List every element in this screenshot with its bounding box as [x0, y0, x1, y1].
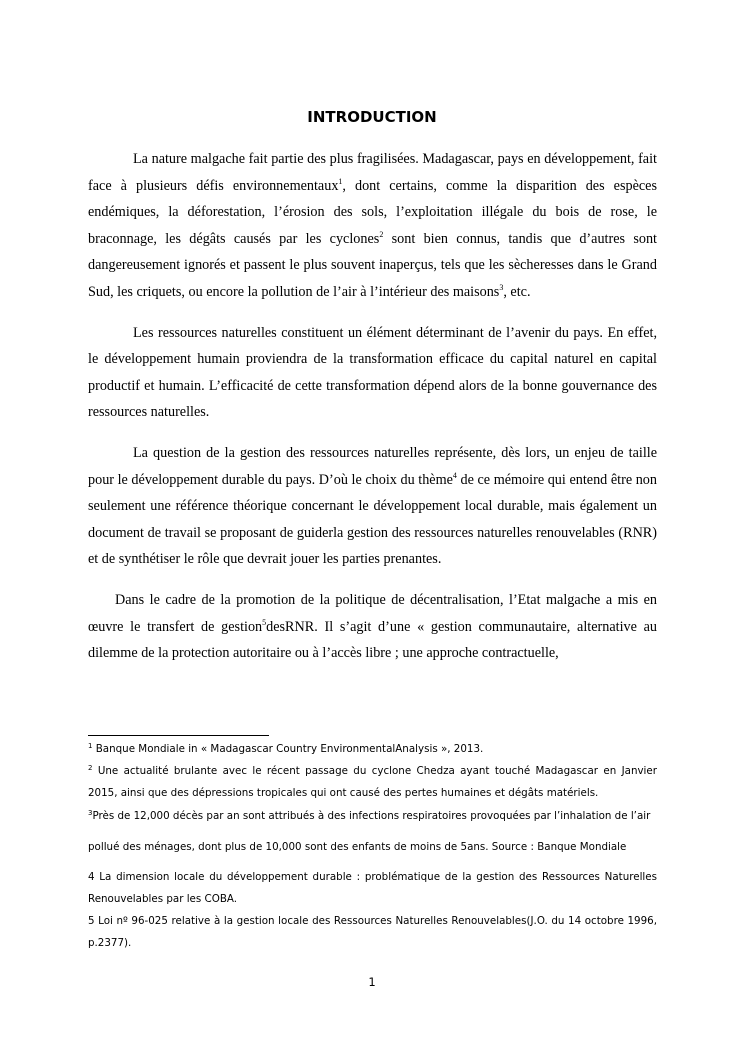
footnote-3-continuation: pollué des ménages, dont plus de 10,000 sont des enfants de moins de 5ans. Source : Banque Mondiale [88, 841, 627, 853]
footnote-1 [88, 738, 657, 760]
paragraph-4-text-a: Dans le cadre de la promotion de la politique de décentralisation, l’Etat malgache a mis en œuvre le transfert de gestion [88, 591, 657, 635]
footnote-ref-3: 3 [499, 282, 504, 292]
footnote-3 [88, 805, 657, 828]
footnote-ref-2: 2 [379, 229, 384, 239]
footnote-ref-5: 5 [262, 617, 267, 627]
paragraph-1-text-b: , dont certains, comme la disparition des espèces endémiques, la déforestation, l’érosion des sols, l’exploitation illégale du bois de rose, le braconnage, les dégâts causés par les cyclones [88, 177, 657, 247]
footnote-4: 4 La dimension locale du développement durable : problématique de la gestion des Ressources Naturelles Renouvelables par les COBA. [88, 871, 657, 905]
footnote-2-mark: 2 [88, 764, 93, 772]
paragraph-3-text-b: de ce mémoire qui entend être non seulement une référence théorique concernant le développement local durable, mais également un document de travail se proposant de guiderla gestion des ressources naturelles renouvelables (RNR) et de synthétiser le rôle que devrait jouer les parties prenantes. [88, 471, 657, 568]
footnote-1-text: Banque Mondiale in « Madagascar Country EnvironmentalAnalysis », 2013. [92, 743, 484, 755]
paragraph-3 [88, 440, 657, 573]
footnote-5: 5 Loi nº 96-025 relative à la gestion locale des Ressources Naturelles Renouvelables(J.O. du 14 octobre 1996, p.2377). [88, 915, 657, 949]
paragraph-1-text-a: La nature malgache fait partie des plus fragilisées. Madagascar, pays en développement, fait face à plusieurs défis environnementaux [88, 151, 657, 194]
page-number: 1 [368, 975, 376, 989]
page-title: INTRODUCTION [307, 108, 437, 126]
paragraph-2: Les ressources naturelles constituent un élément déterminant de l’avenir du pays. En effet, le développement humain proviendra de la transformation efficace du capital naturel en capital productif et humain. L’efficacité de cette transformation dépend alors de la bonne gouvernance des ressources naturelles. [88, 324, 657, 421]
footnotes [88, 738, 657, 954]
paragraph-1-text-c: sont bien connus, tandis que d’autres sont dangereusement ignorés et passent le plus souvent inaperçus, tels que les sècheresses dans le Grand Sud, les criquets, ou encore la pollution de l’air à l’intérieur des maisons [88, 230, 657, 300]
footnote-1-mark: 1 [88, 742, 93, 750]
paragraph-1-text-d: , etc. [503, 283, 531, 300]
document-body [88, 146, 657, 681]
paragraph-1 [88, 146, 657, 306]
paragraph-4 [88, 587, 657, 667]
paragraph-4-text-b: desRNR. Il s’agit d’une « gestion communautaire, alternative au dilemme de la protection autoritaire ou à l’accès libre ; une approche contractuelle, [88, 618, 657, 662]
footnote-separator [88, 735, 269, 736]
footnote-3-line-1: Près de 12,000 décès par an sont attribués à des infections respiratoires provoquées par l’inhalation de l’air [92, 810, 651, 822]
footnote-2-text: Une actualité brulante avec le récent passage du cyclone Chedza ayant touché Madagascar en Janvier 2015, ainsi que des dépressions tropicales qui ont causé des pertes humaines et dégâts matériels. [88, 765, 657, 799]
paragraph-3-text-a: La question de la gestion des ressources naturelles représente, dès lors, un enjeu de taille pour le développement durable du pays. D’où le choix du thème [88, 444, 657, 488]
footnote-ref-1: 1 [338, 176, 343, 186]
footnote-ref-4: 4 [452, 470, 457, 480]
footnote-2 [88, 760, 657, 804]
footnote-3-mark: 3 [88, 809, 93, 817]
